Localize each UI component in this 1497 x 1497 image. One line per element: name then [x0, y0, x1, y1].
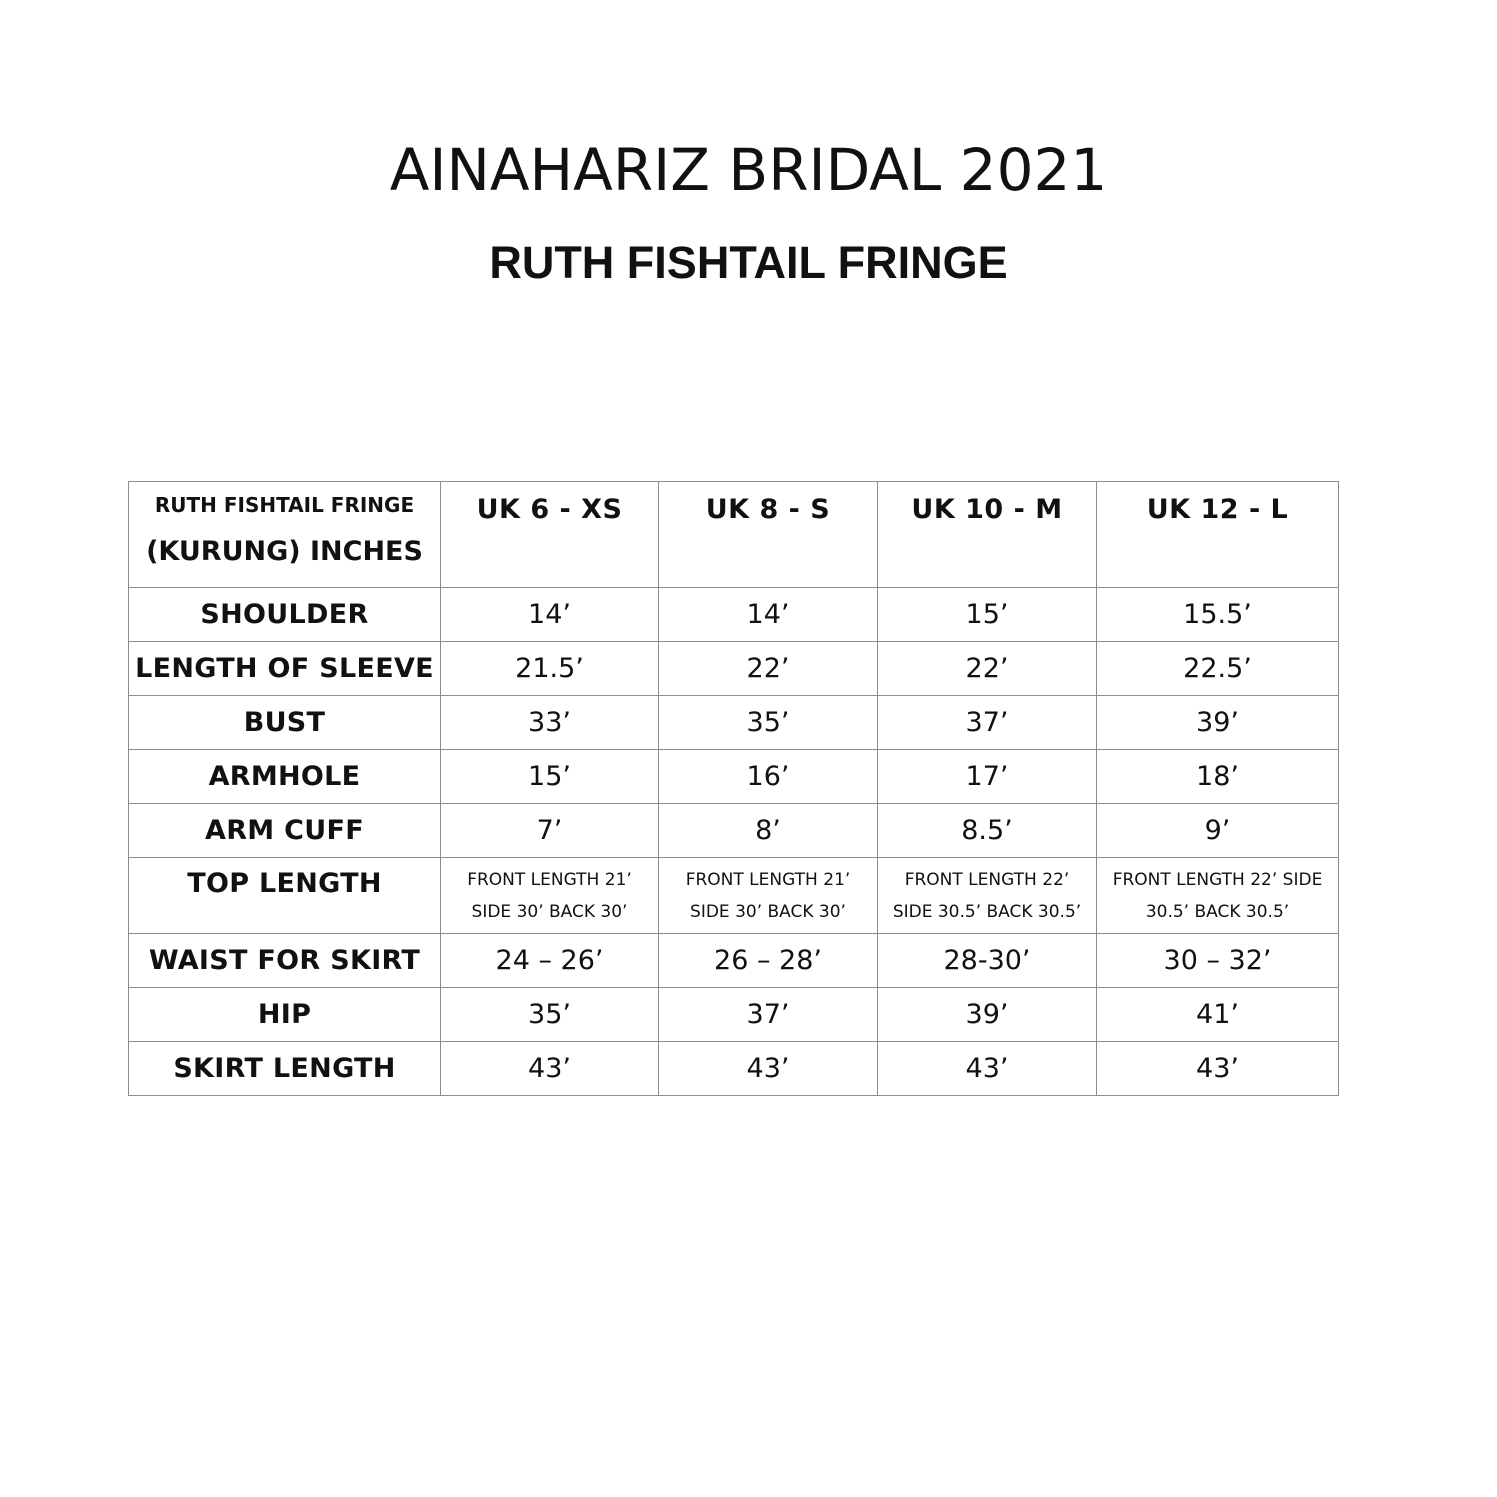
size-header-uk12: UK 12 - L — [1097, 482, 1339, 588]
table-cell: 22’ — [659, 642, 878, 696]
table-cell: 33’ — [441, 696, 659, 750]
table-header-row — [129, 482, 1339, 588]
table-row-top-length — [129, 858, 1339, 934]
row-label: LENGTH OF SLEEVE — [129, 642, 441, 696]
row-label: SKIRT LENGTH — [129, 1042, 441, 1096]
table-cell: 22’ — [878, 642, 1097, 696]
row-label: WAIST FOR SKIRT — [129, 934, 441, 988]
table-cell: 14’ — [441, 588, 659, 642]
table-cell: 43’ — [659, 1042, 878, 1096]
table-cell: 15’ — [441, 750, 659, 804]
table-cell: FRONT LENGTH 21’ SIDE 30’ BACK 30’ — [659, 858, 878, 934]
row-label: ARM CUFF — [129, 804, 441, 858]
table-cell: FRONT LENGTH 21’ SIDE 30’ BACK 30’ — [441, 858, 659, 934]
table-row-arm-cuff — [129, 804, 1339, 858]
table-cell: 9’ — [1097, 804, 1339, 858]
size-header-uk8: UK 8 - S — [659, 482, 878, 588]
table-cell: 43’ — [878, 1042, 1097, 1096]
size-header-uk6: UK 6 - XS — [441, 482, 659, 588]
table-cell: 15’ — [878, 588, 1097, 642]
table-cell: 39’ — [1097, 696, 1339, 750]
table-cell: 35’ — [441, 988, 659, 1042]
table-cell: FRONT LENGTH 22’ SIDE 30.5’ BACK 30.5’ — [1097, 858, 1339, 934]
table-row-length-of-sleeve — [129, 642, 1339, 696]
table-corner-cell — [129, 482, 441, 588]
table-row-armhole — [129, 750, 1339, 804]
table-cell: 28-30’ — [878, 934, 1097, 988]
table-cell: FRONT LENGTH 22’ SIDE 30.5’ BACK 30.5’ — [878, 858, 1097, 934]
row-label: SHOULDER — [129, 588, 441, 642]
table-cell: 30 – 32’ — [1097, 934, 1339, 988]
table-cell: 8’ — [659, 804, 878, 858]
table-cell: 17’ — [878, 750, 1097, 804]
table-cell: 15.5’ — [1097, 588, 1339, 642]
size-header-uk10: UK 10 - M — [878, 482, 1097, 588]
table-cell: 35’ — [659, 696, 878, 750]
size-chart-table — [128, 481, 1339, 1096]
table-row-shoulder — [129, 588, 1339, 642]
row-label: ARMHOLE — [129, 750, 441, 804]
page-subtitle: RUTH FISHTAIL FRINGE — [489, 237, 1008, 288]
table-cell: 21.5’ — [441, 642, 659, 696]
corner-label-unit: (KURUNG) INCHES — [146, 536, 423, 567]
table-cell: 43’ — [1097, 1042, 1339, 1096]
row-label: TOP LENGTH — [129, 858, 441, 934]
corner-label-product: RUTH FISHTAIL FRINGE — [154, 493, 415, 517]
row-label: HIP — [129, 988, 441, 1042]
table-cell: 41’ — [1097, 988, 1339, 1042]
table-cell: 37’ — [659, 988, 878, 1042]
table-cell: 18’ — [1097, 750, 1339, 804]
table-cell: 39’ — [878, 988, 1097, 1042]
table-cell: 16’ — [659, 750, 878, 804]
table-cell: 24 – 26’ — [441, 934, 659, 988]
table-row-bust — [129, 696, 1339, 750]
table-cell: 7’ — [441, 804, 659, 858]
table-row-skirt-length — [129, 1042, 1339, 1096]
row-label: BUST — [129, 696, 441, 750]
table-row-waist-for-skirt — [129, 934, 1339, 988]
table-cell: 14’ — [659, 588, 878, 642]
table-cell: 8.5’ — [878, 804, 1097, 858]
table-cell: 37’ — [878, 696, 1097, 750]
table-cell: 26 – 28’ — [659, 934, 878, 988]
page-title: AINAHARIZ BRIDAL 2021 — [389, 136, 1108, 204]
table-cell: 22.5’ — [1097, 642, 1339, 696]
table-row-hip — [129, 988, 1339, 1042]
table-cell: 43’ — [441, 1042, 659, 1096]
